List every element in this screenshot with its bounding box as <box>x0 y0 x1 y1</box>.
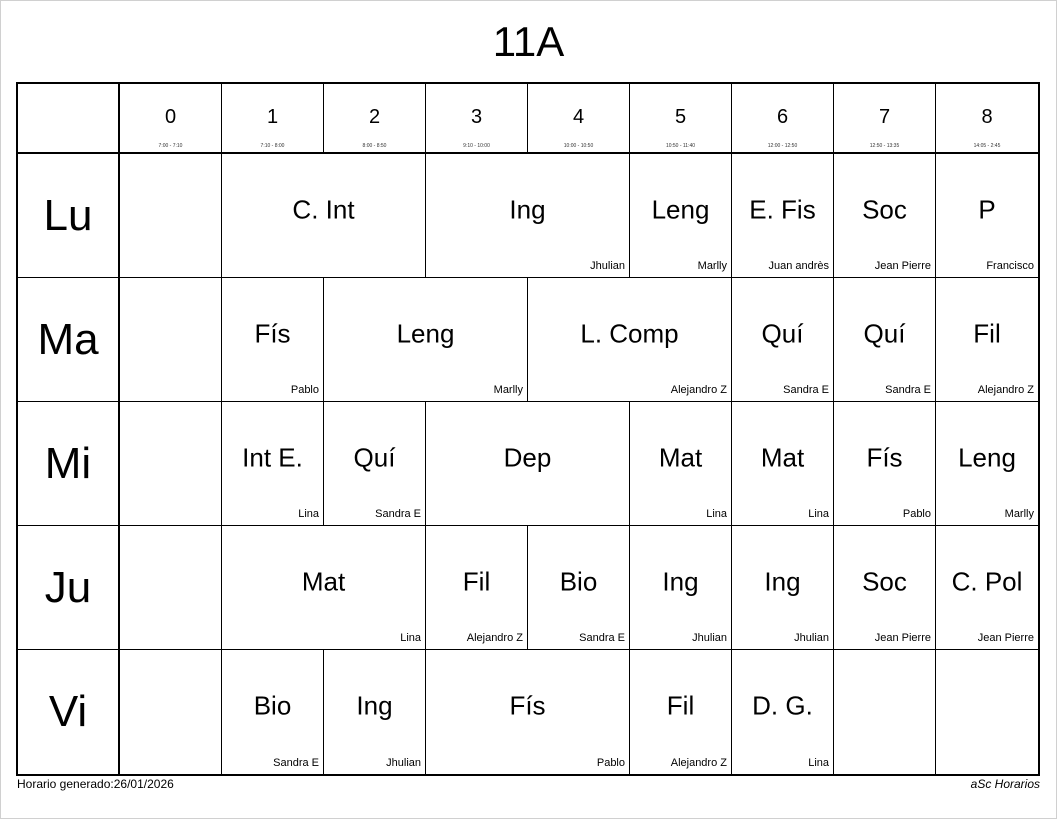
generated-date: Horario generado:26/01/2026 <box>17 777 174 791</box>
period-time: 12:50 - 13:35 <box>869 143 900 149</box>
corner-cell <box>18 84 120 154</box>
lesson-cell <box>732 278 834 402</box>
lesson-cell <box>732 526 834 650</box>
lesson-teacher: Francisco <box>986 260 1034 272</box>
lesson-subject: Fil <box>973 318 1001 348</box>
lesson-teacher: Lina <box>808 508 829 520</box>
lesson-cell <box>528 526 630 650</box>
period-header <box>324 84 426 154</box>
lesson-subject: D. G. <box>752 690 813 721</box>
period-header <box>426 84 528 154</box>
lesson-cell <box>426 402 630 526</box>
period-number: 4 <box>572 106 585 128</box>
lesson-cell <box>936 278 1038 402</box>
lesson-subject: Soc <box>862 194 907 224</box>
lesson-subject: C. Pol <box>951 566 1023 596</box>
lesson-cell <box>630 526 732 650</box>
lesson-cell <box>936 526 1038 650</box>
lesson-subject: Ing <box>764 566 801 596</box>
lesson-cell <box>834 278 936 402</box>
lesson-subject: Bio <box>559 566 598 596</box>
lesson-subject: Soc <box>862 566 907 596</box>
lesson-cell <box>426 526 528 650</box>
lesson-subject: Ing <box>509 194 546 224</box>
lesson-teacher: Lina <box>808 757 829 769</box>
period-time: 10:00 - 10:50 <box>563 143 594 149</box>
period-header <box>222 84 324 154</box>
lesson-subject: E. Fis <box>749 194 816 224</box>
lesson-teacher: Sandra E <box>273 757 319 769</box>
period-number: 7 <box>878 106 891 128</box>
brand-label: aSc Horarios <box>970 777 1040 791</box>
period-header <box>630 84 732 154</box>
lesson-teacher: Marlly <box>493 384 523 396</box>
lesson-teacher: Pablo <box>902 508 931 520</box>
lesson-cell <box>732 650 834 774</box>
lesson-teacher: Jhulian <box>794 632 829 644</box>
lesson-subject: Fil <box>666 690 695 721</box>
lesson-teacher: Jean Pierre <box>874 260 931 272</box>
period-header <box>732 84 834 154</box>
lesson-cell <box>834 154 936 278</box>
empty-slot <box>936 650 1038 774</box>
lesson-teacher: Sandra E <box>885 384 931 396</box>
lesson-teacher: Marlly <box>697 260 727 272</box>
lesson-teacher: Jean Pierre <box>874 632 931 644</box>
lesson-cell <box>630 650 732 774</box>
lesson-teacher: Alejandro Z <box>466 632 523 644</box>
lesson-subject: Leng <box>396 318 455 348</box>
lesson-cell <box>426 650 630 774</box>
period-number: 1 <box>266 106 279 128</box>
lesson-cell <box>732 154 834 278</box>
period-number: 8 <box>981 106 993 128</box>
period-time: 14:05 - 2:45 <box>973 143 1001 149</box>
day-label: Lu <box>18 154 120 278</box>
lesson-cell <box>732 402 834 526</box>
lesson-cell <box>630 402 732 526</box>
lesson-subject: P <box>978 194 996 224</box>
lesson-teacher: Lina <box>706 508 727 520</box>
lesson-subject: Mat <box>760 442 805 472</box>
lesson-cell <box>324 278 528 402</box>
lesson-teacher: Sandra E <box>375 508 421 520</box>
lesson-subject: Fís <box>509 690 546 721</box>
lesson-cell <box>222 154 426 278</box>
lesson-teacher: Sandra E <box>783 384 829 396</box>
day-label: Ju <box>18 526 120 650</box>
lesson-teacher: Alejandro Z <box>977 384 1034 396</box>
period-number: 2 <box>368 106 381 128</box>
period-time: 12:00 - 12:50 <box>767 143 798 149</box>
lesson-cell <box>630 154 732 278</box>
lesson-subject: Quí <box>761 318 804 348</box>
lesson-subject: L. Comp <box>580 318 679 348</box>
period-time: 7:10 - 8:00 <box>260 143 285 149</box>
lesson-teacher: Pablo <box>596 757 625 769</box>
period-header <box>120 84 222 154</box>
lesson-subject: Dep <box>503 442 552 472</box>
lesson-subject: Leng <box>958 442 1016 472</box>
period-header <box>834 84 936 154</box>
timetable-grid <box>16 82 1040 776</box>
period-number: 0 <box>164 106 177 128</box>
lesson-cell <box>834 402 936 526</box>
lesson-teacher: Pablo <box>290 384 319 396</box>
lesson-subject: Leng <box>651 194 710 224</box>
lesson-cell <box>834 526 936 650</box>
lesson-teacher: Juan andrès <box>768 260 829 272</box>
lesson-subject: Int E. <box>242 442 303 472</box>
lesson-subject: Ing <box>662 566 699 596</box>
period-number: 5 <box>674 106 687 128</box>
lesson-subject: Fís <box>866 442 903 472</box>
period-number: 6 <box>776 106 789 128</box>
period-number: 3 <box>470 106 483 128</box>
lesson-subject: Fís <box>254 318 291 348</box>
empty-slot <box>834 650 936 774</box>
lesson-subject: Quí <box>353 442 396 472</box>
period-header <box>936 84 1038 154</box>
lesson-cell <box>324 650 426 774</box>
lesson-teacher: Lina <box>400 632 421 644</box>
empty-slot <box>120 650 222 774</box>
lesson-subject: Bio <box>253 690 292 721</box>
lesson-subject: Mat <box>658 442 703 472</box>
lesson-cell <box>528 278 732 402</box>
lesson-cell <box>426 154 630 278</box>
lesson-subject: Ing <box>356 690 393 721</box>
lesson-cell <box>222 402 324 526</box>
timetable-title: 11A <box>492 18 565 65</box>
lesson-teacher: Jhulian <box>692 632 727 644</box>
lesson-teacher: Alejandro Z <box>670 757 727 769</box>
lesson-teacher: Marlly <box>1004 508 1034 520</box>
lesson-subject: C. Int <box>292 194 355 224</box>
period-time: 8:00 - 8:50 <box>362 143 387 149</box>
lesson-teacher: Jhulian <box>590 260 625 272</box>
period-time: 9:10 - 10:00 <box>463 143 490 149</box>
lesson-cell <box>324 402 426 526</box>
lesson-teacher: Jean Pierre <box>977 632 1034 644</box>
day-label: Ma <box>18 278 120 402</box>
lesson-teacher: Sandra E <box>579 632 625 644</box>
period-header <box>528 84 630 154</box>
lesson-subject: Fil <box>462 566 491 596</box>
lesson-subject: Quí <box>863 318 906 348</box>
lesson-cell <box>222 526 426 650</box>
lesson-teacher: Jhulian <box>386 757 421 769</box>
empty-slot <box>120 526 222 650</box>
empty-slot <box>120 154 222 278</box>
empty-slot <box>120 278 222 402</box>
lesson-cell <box>222 650 324 774</box>
lesson-cell <box>936 402 1038 526</box>
lesson-cell <box>936 154 1038 278</box>
day-label: Vi <box>18 650 120 774</box>
empty-slot <box>120 402 222 526</box>
lesson-subject: Mat <box>301 566 346 596</box>
day-label: Mi <box>18 402 120 526</box>
period-time: 7:00 - 7:10 <box>158 143 183 149</box>
lesson-cell <box>222 278 324 402</box>
lesson-teacher: Lina <box>298 508 319 520</box>
period-time: 10:50 - 11:40 <box>665 143 696 149</box>
lesson-teacher: Alejandro Z <box>670 384 727 396</box>
